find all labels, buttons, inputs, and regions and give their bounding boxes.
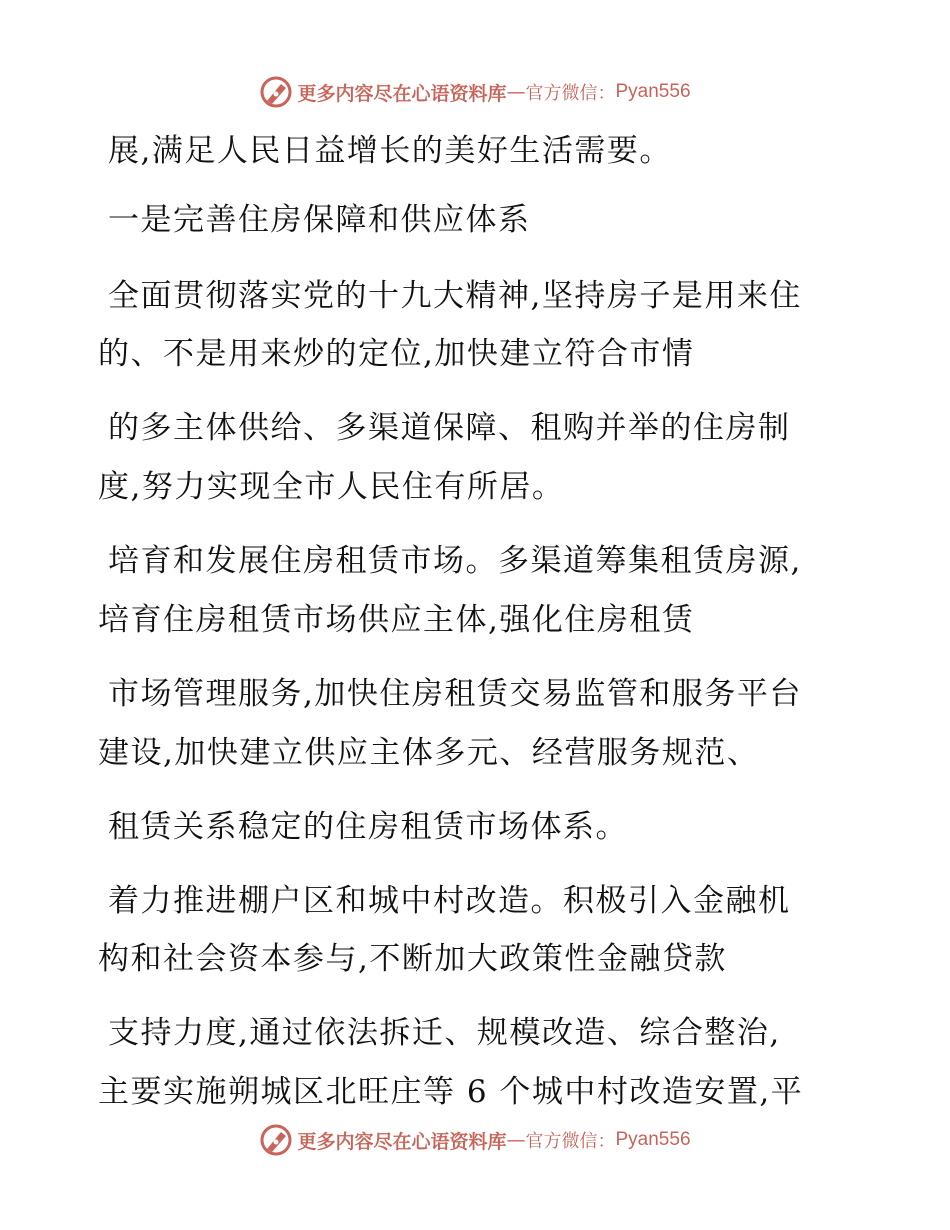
footer-watermark [0, 1120, 950, 1160]
body-line: 建设,加快建立供应主体多元、经营服务规范、 [98, 735, 760, 771]
pen-logo-icon [259, 75, 293, 109]
watermark-separator: — [506, 81, 526, 103]
body-line: 的、不是用来炒的定位,加快建立符合市情 [98, 336, 695, 372]
pen-logo-icon [259, 1123, 293, 1157]
watermark-separator: — [506, 1129, 526, 1151]
header-watermark [0, 72, 950, 112]
body-line: 构和社会资本参与,不断加大政策性金融贷款 [98, 941, 727, 977]
watermark-wechat-id: Pyan556 [615, 1129, 691, 1150]
watermark-wechat-label: 官方微信： [525, 83, 616, 104]
watermark-wechat-label: 官方微信： [525, 1131, 616, 1152]
body-line: 市场管理服务,加快住房租赁交易监管和服务平台 [108, 676, 802, 712]
watermark-wechat-id: Pyan556 [615, 81, 691, 102]
body-line: 全面贯彻落实党的十九大精神,坚持房子是用来住 [108, 278, 802, 314]
body-line: 培育住房租赁市场供应主体,强化住房租赁 [98, 602, 695, 638]
body-line: 支持力度,通过依法拆迁、规模改造、综合整治, [108, 1015, 781, 1051]
body-line: 着力推进棚户区和城中村改造。积极引入金融机 [108, 883, 791, 919]
body-line: 培育和发展住房租赁市场。多渠道筹集租赁房源, [108, 543, 802, 579]
body-line: 主要实施朔城区北旺庄等 6 个城中村改造安置,平 [98, 1074, 804, 1110]
watermark-text: 更多内容尽在心语资料库 [297, 1130, 507, 1153]
body-line: 的多主体供给、多渠道保障、租购并举的住房制 [108, 410, 791, 446]
watermark-text: 更多内容尽在心语资料库 [297, 82, 507, 105]
body-line: 租赁关系稳定的住房租赁市场体系。 [108, 809, 628, 845]
body-line: 展,满足人民日益增长的美好生活需要。 [108, 133, 672, 169]
section-heading: 一是完善住房保障和供应体系 [108, 202, 531, 238]
body-line: 度,努力实现全市人民住有所居。 [98, 469, 565, 505]
